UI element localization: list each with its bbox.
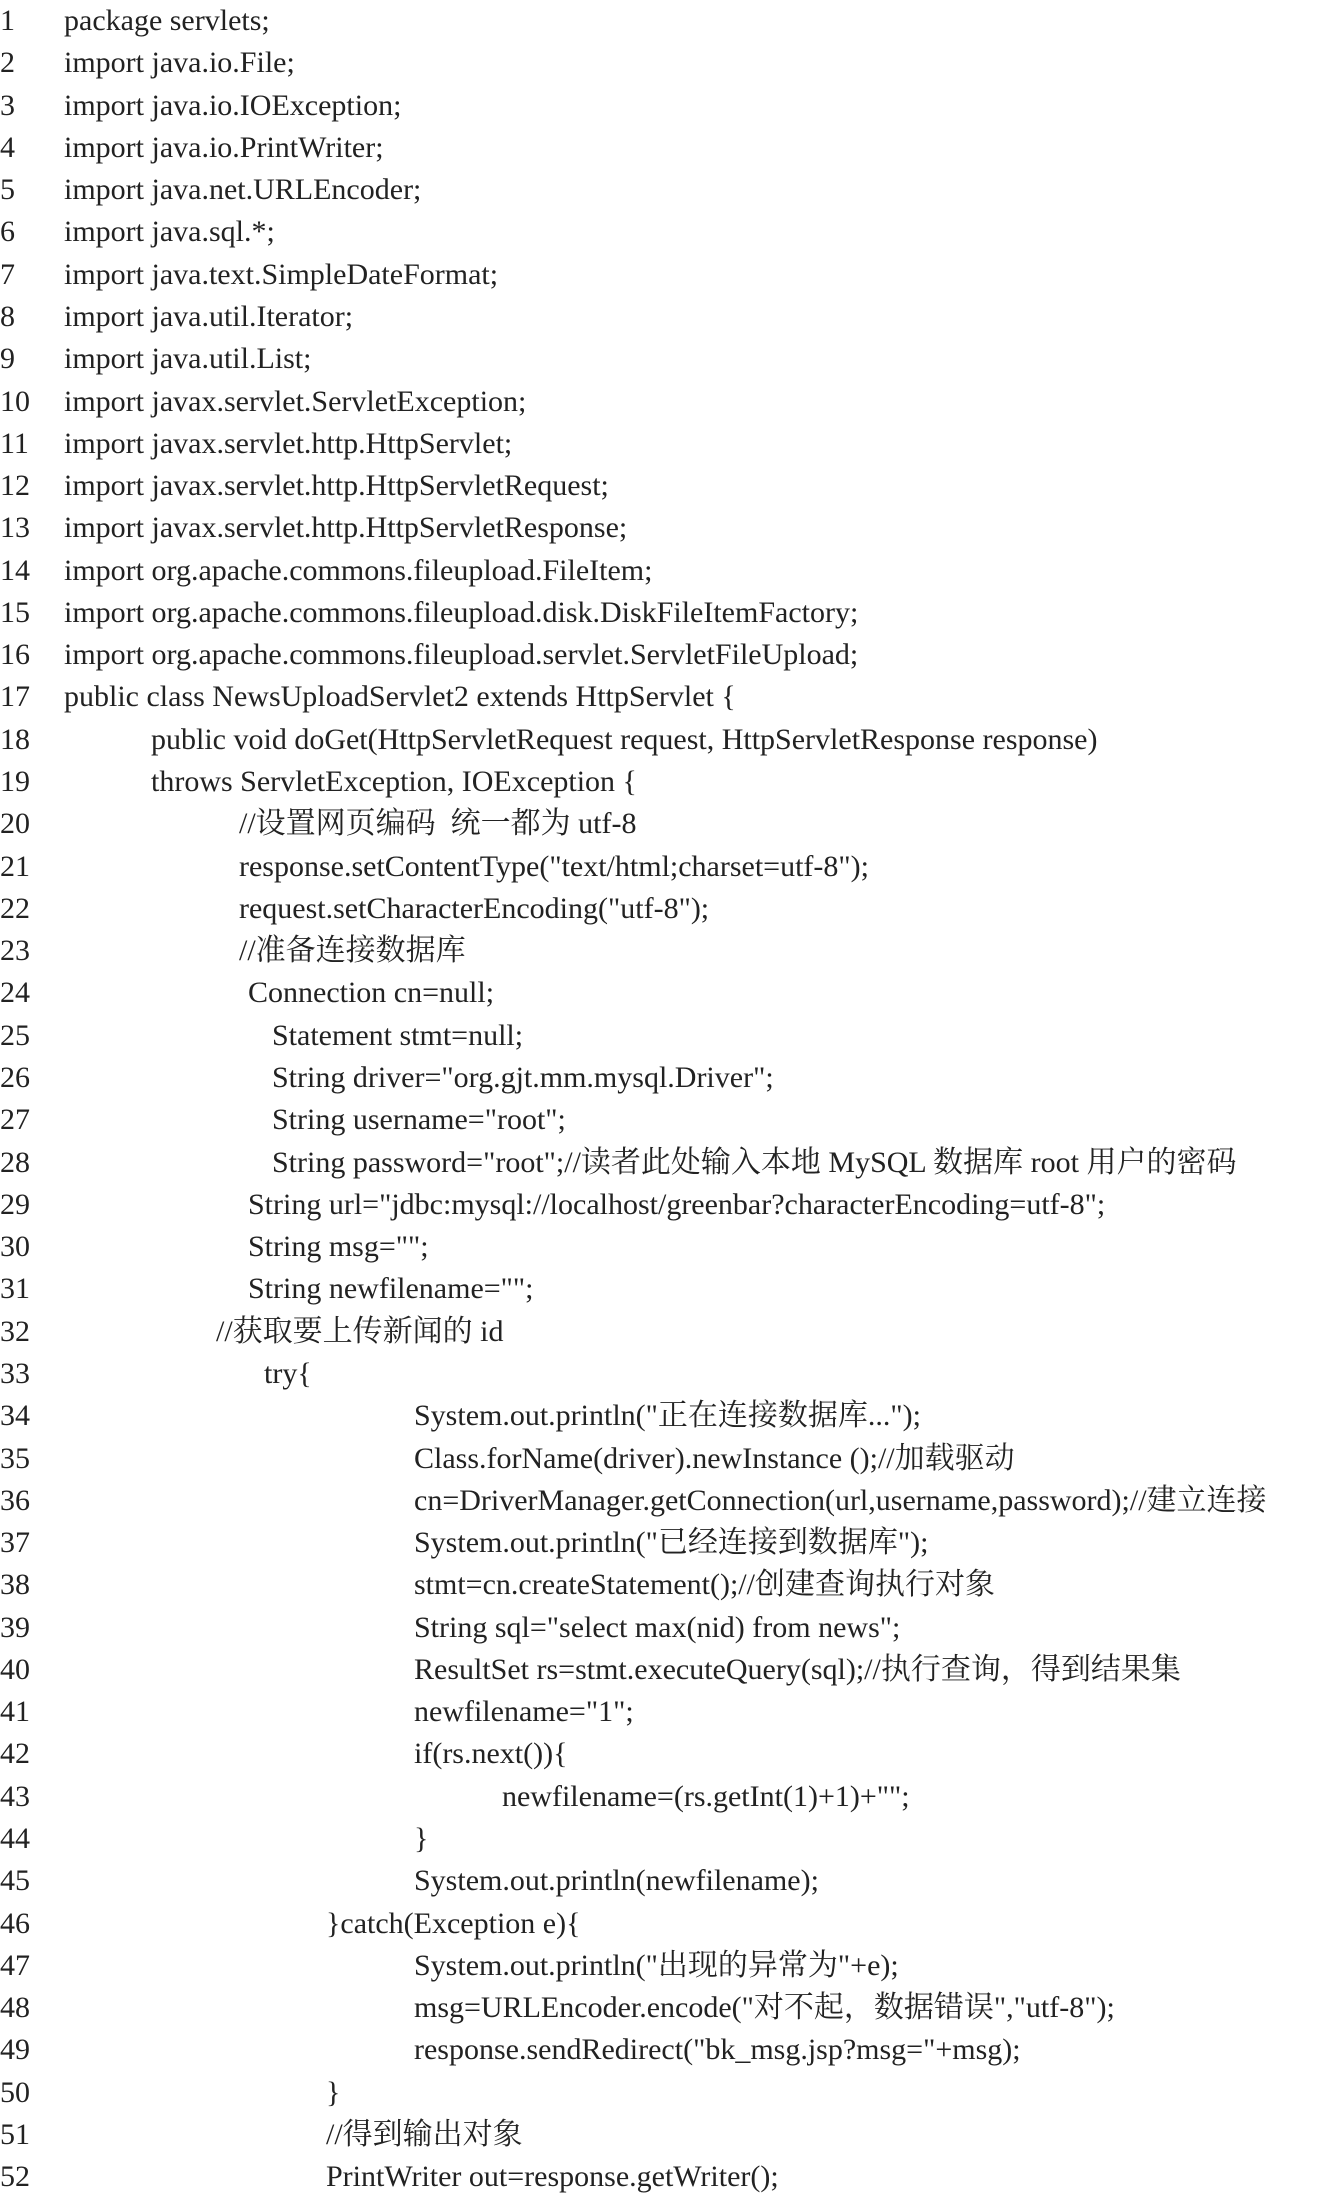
code-line — [0, 1268, 1336, 1310]
line-text: //设置网页编码 统一都为 utf-8 — [239, 807, 637, 841]
line-text: package servlets; — [64, 4, 270, 37]
line-number: 36 — [0, 1483, 30, 1517]
line-number: 51 — [0, 2118, 30, 2151]
code-line — [0, 1564, 1336, 1606]
code-line — [0, 930, 1336, 972]
code-line — [0, 1987, 1336, 2029]
line-number: 22 — [0, 891, 30, 925]
line-text: throws ServletException, IOException { — [151, 765, 637, 799]
line-number: 18 — [0, 722, 30, 756]
line-text: import org.apache.commons.fileupload.FileItem; — [64, 553, 653, 587]
code-line — [0, 169, 1336, 211]
line-number: 11 — [0, 426, 29, 460]
line-number: 7 — [0, 257, 15, 291]
code-line — [0, 1903, 1336, 1945]
code-line — [0, 381, 1336, 423]
line-text: import java.net.URLEncoder; — [64, 173, 422, 207]
code-line — [0, 1311, 1336, 1353]
line-number: 15 — [0, 595, 30, 629]
line-text: response.setContentType("text/html;charset=utf-8"); — [239, 849, 869, 883]
line-number: 29 — [0, 1187, 30, 1221]
line-number: 38 — [0, 1568, 30, 1602]
line-number: 14 — [0, 553, 30, 587]
line-text: request.setCharacterEncoding("utf-8"); — [239, 891, 710, 925]
line-text: import javax.servlet.ServletException; — [64, 384, 527, 418]
code-line — [0, 2114, 1336, 2156]
line-number: 42 — [0, 1737, 30, 1771]
line-text: String password="root";//读者此处输入本地 MySQL 数据库 root 用户的密码 — [272, 1145, 1237, 1179]
line-number: 50 — [0, 2075, 30, 2109]
code-line — [0, 2156, 1336, 2198]
code-line — [0, 1438, 1336, 1480]
code-line — [0, 338, 1336, 380]
line-text: import java.sql.*; — [64, 215, 275, 249]
code-line — [0, 2029, 1336, 2071]
line-number: 30 — [0, 1230, 30, 1264]
line-text: } — [414, 1822, 429, 1856]
line-number: 34 — [0, 1399, 30, 1433]
line-number: 19 — [0, 765, 30, 799]
line-text: System.out.println("正在连接数据库..."); — [414, 1399, 921, 1433]
line-text: }catch(Exception e){ — [326, 1906, 581, 1940]
code-line — [0, 1733, 1336, 1775]
code-line — [0, 719, 1336, 761]
code-line — [0, 465, 1336, 507]
code-line — [0, 1776, 1336, 1818]
code-line — [0, 1142, 1336, 1184]
code-line — [0, 1057, 1336, 1099]
code-line — [0, 592, 1336, 634]
line-number: 32 — [0, 1314, 30, 1348]
line-text: msg=URLEncoder.encode("对不起，数据错误","utf-8"); — [414, 1991, 1115, 2025]
line-text: String username="root"; — [272, 1103, 566, 1137]
code-line — [0, 1015, 1336, 1057]
line-text: import java.text.SimpleDateFormat; — [64, 257, 499, 291]
line-text: import javax.servlet.http.HttpServletResponse; — [64, 511, 628, 545]
code-line — [0, 507, 1336, 549]
code-line — [0, 1184, 1336, 1226]
line-number: 1 — [0, 4, 15, 37]
line-text: ResultSet rs=stmt.executeQuery(sql);//执行查询，得到结果集 — [414, 1652, 1181, 1686]
code-line — [0, 0, 1336, 42]
line-text: import java.io.PrintWriter; — [64, 130, 384, 164]
line-number: 33 — [0, 1356, 30, 1390]
line-number: 40 — [0, 1652, 30, 1686]
line-text: Statement stmt=null; — [272, 1018, 524, 1052]
line-text: String msg=""; — [248, 1230, 429, 1264]
line-number: 46 — [0, 1906, 30, 1940]
code-line — [0, 972, 1336, 1014]
line-number: 21 — [0, 849, 30, 883]
line-text: Connection cn=null; — [248, 976, 495, 1010]
code-line — [0, 761, 1336, 803]
code-line — [0, 1607, 1336, 1649]
line-text: import javax.servlet.http.HttpServlet; — [64, 426, 513, 460]
line-number: 23 — [0, 934, 30, 968]
line-number: 26 — [0, 1061, 30, 1094]
code-line — [0, 85, 1336, 127]
code-line — [0, 296, 1336, 338]
line-number: 9 — [0, 342, 15, 376]
line-number: 8 — [0, 299, 15, 333]
line-number: 28 — [0, 1145, 30, 1179]
line-text: import java.util.Iterator; — [64, 299, 354, 333]
line-text: } — [326, 2075, 341, 2109]
code-line — [0, 2072, 1336, 2114]
line-text: import org.apache.commons.fileupload.servlet.ServletFileUpload; — [64, 638, 859, 672]
code-line — [0, 1395, 1336, 1437]
line-number: 5 — [0, 173, 15, 207]
line-number: 10 — [0, 384, 30, 418]
code-line — [0, 1353, 1336, 1395]
code-line — [0, 550, 1336, 592]
code-line — [0, 846, 1336, 888]
line-text: public void doGet(HttpServletRequest request, HttpServletResponse response) — [151, 722, 1098, 756]
code-line — [0, 1860, 1336, 1902]
code-line — [0, 423, 1336, 465]
line-text: System.out.println("已经连接到数据库"); — [414, 1526, 929, 1560]
code-line — [0, 1480, 1336, 1522]
line-number: 52 — [0, 2160, 30, 2194]
line-text: //准备连接数据库 — [239, 934, 466, 968]
line-number: 4 — [0, 130, 15, 164]
line-text: System.out.println("出现的异常为"+e); — [414, 1948, 899, 1982]
line-text: //获取要上传新闻的 id — [216, 1314, 504, 1348]
code-line — [0, 1226, 1336, 1268]
line-number: 25 — [0, 1018, 30, 1052]
line-text: import java.io.File; — [64, 46, 295, 80]
line-number: 43 — [0, 1779, 30, 1813]
line-text: import javax.servlet.http.HttpServletRequest; — [64, 469, 609, 503]
line-text: newfilename=(rs.getInt(1)+1)+""; — [502, 1779, 910, 1813]
line-number: 35 — [0, 1441, 30, 1475]
code-line — [0, 1649, 1336, 1691]
code-line — [0, 211, 1336, 253]
code-line — [0, 676, 1336, 718]
code-line — [0, 1099, 1336, 1141]
code-line — [0, 888, 1336, 930]
line-text: response.sendRedirect("bk_msg.jsp?msg="+msg); — [414, 2033, 1021, 2067]
line-text: Class.forName(driver).newInstance ();//加载驱动 — [414, 1441, 1015, 1475]
code-line — [0, 127, 1336, 169]
line-text: stmt=cn.createStatement();//创建查询执行对象 — [414, 1568, 995, 1602]
line-text: //得到输出对象 — [326, 2118, 523, 2151]
line-text: try{ — [264, 1356, 312, 1390]
line-number: 45 — [0, 1864, 30, 1898]
code-line — [0, 254, 1336, 296]
line-text: String driver="org.gjt.mm.mysql.Driver"; — [272, 1061, 774, 1094]
line-number: 16 — [0, 638, 30, 672]
line-number: 47 — [0, 1948, 30, 1982]
line-number: 48 — [0, 1991, 30, 2025]
line-number: 6 — [0, 215, 15, 249]
line-number: 3 — [0, 88, 15, 122]
line-text: System.out.println(newfilename); — [414, 1864, 819, 1898]
line-text: import java.io.IOException; — [64, 88, 402, 122]
line-text: cn=DriverManager.getConnection(url,username,password);//建立连接 — [414, 1483, 1267, 1517]
line-number: 13 — [0, 511, 30, 545]
code-line — [0, 1691, 1336, 1733]
line-text: public class NewsUploadServlet2 extends HttpServlet { — [64, 680, 736, 714]
code-line — [0, 42, 1336, 84]
line-text: if(rs.next()){ — [414, 1737, 568, 1771]
line-text: String url="jdbc:mysql://localhost/greenbar?characterEncoding=utf-8"; — [248, 1187, 1106, 1221]
line-number: 27 — [0, 1103, 30, 1137]
line-number: 49 — [0, 2033, 30, 2067]
line-text: newfilename="1"; — [414, 1695, 634, 1729]
line-number: 31 — [0, 1272, 30, 1306]
line-number: 2 — [0, 46, 15, 80]
line-number: 44 — [0, 1822, 30, 1856]
line-text: PrintWriter out=response.getWriter(); — [326, 2160, 779, 2194]
code-line — [0, 1522, 1336, 1564]
line-text: import org.apache.commons.fileupload.disk.DiskFileItemFactory; — [64, 595, 859, 629]
line-text: String newfilename=""; — [248, 1272, 534, 1306]
line-number: 12 — [0, 469, 30, 503]
line-number: 24 — [0, 976, 30, 1010]
line-text: String sql="select max(nid) from news"; — [414, 1610, 901, 1644]
code-line — [0, 1818, 1336, 1860]
line-number: 20 — [0, 807, 30, 841]
line-text: import java.util.List; — [64, 342, 312, 376]
code-line — [0, 1945, 1336, 1987]
line-number: 39 — [0, 1610, 30, 1644]
line-number: 41 — [0, 1695, 30, 1729]
code-line — [0, 634, 1336, 676]
code-line — [0, 803, 1336, 845]
line-number: 37 — [0, 1526, 30, 1560]
line-number: 17 — [0, 680, 30, 714]
